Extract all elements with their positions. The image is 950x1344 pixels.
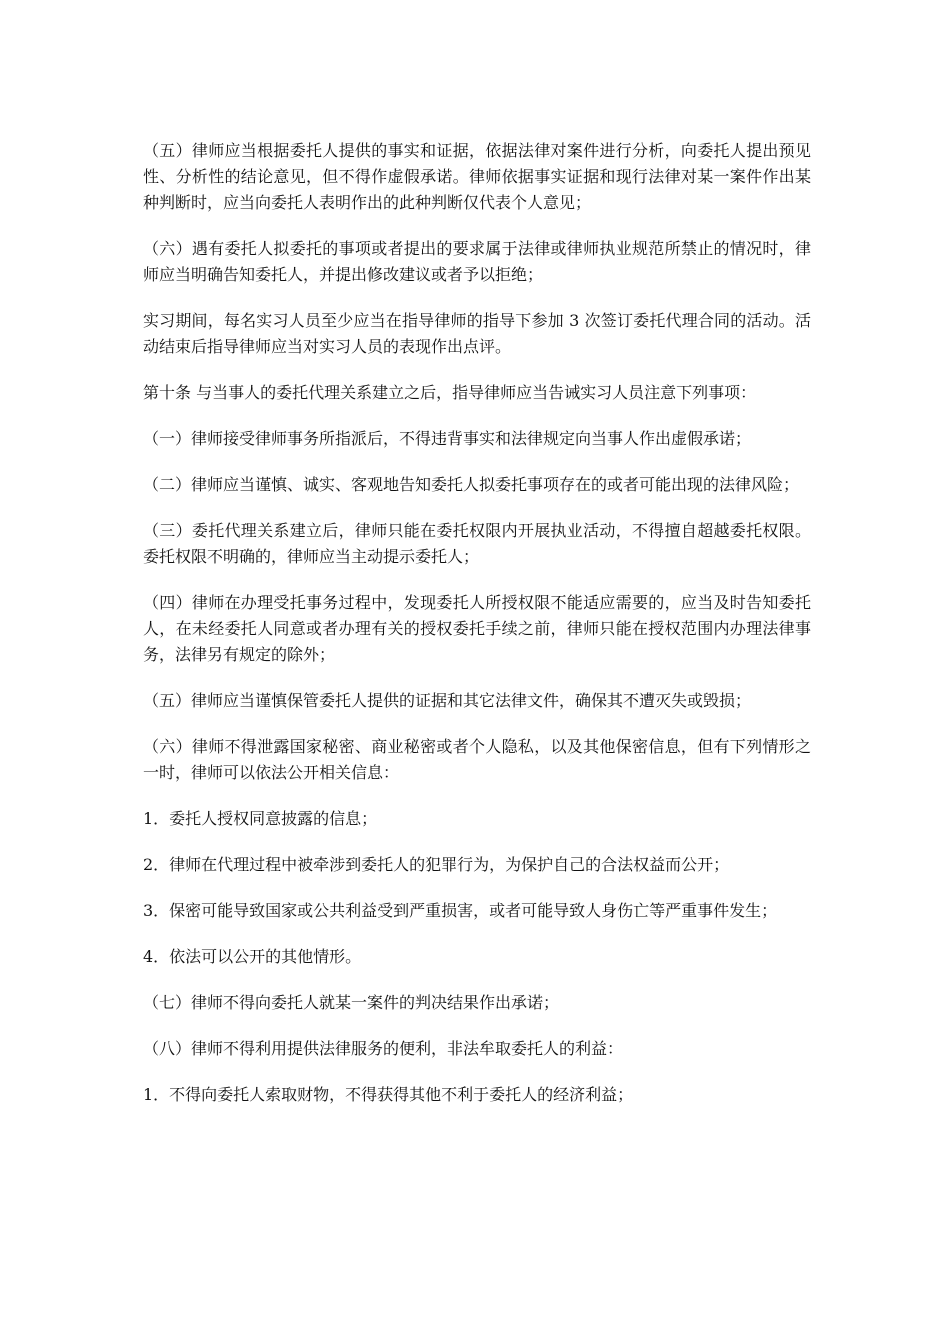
item-6-subitem-4: 4．依法可以公开的其他情形。 xyxy=(143,947,362,966)
article-10-item-8: （八）律师不得利用提供法律服务的便利，非法牟取委托人的利益： xyxy=(143,1039,624,1058)
article-10-item-7: （七）律师不得向委托人就某一案件的判决结果作出承诺； xyxy=(143,993,560,1012)
article-10-item-1: （一）律师接受律师事务所指派后，不得违背事实和法律规定向当事人作出虚假承诺； xyxy=(143,429,752,448)
article-10-item-4: （四）律师在办理受托事务过程中，发现委托人所授权限不能适应需要的，应当及时告知委托人，在未经委托人同意或者办理有关的授权委托手续之前，律师只能在授权范围内办理法律事务，法律另有规定的除外； xyxy=(143,593,811,664)
paragraph-internship-requirement: 实习期间，每名实习人员至少应当在指导律师的指导下参加 3 次签订委托代理合同的活动。活动结束后指导律师应当对实习人员的表现作出点评。 xyxy=(143,311,811,356)
paragraph-6-prohibited-matters: （六）遇有委托人拟委托的事项或者提出的要求属于法律或律师执业规范所禁止的情况时，律师应当明确告知委托人，并提出修改建议或者予以拒绝； xyxy=(143,239,811,284)
item-8-subitem-1: 1．不得向委托人索取财物，不得获得其他不利于委托人的经济利益； xyxy=(143,1085,634,1104)
paragraph-5-legal-opinion: （五）律师应当根据委托人提供的事实和证据，依据法律对案件进行分析，向委托人提出预见性、分析性的结论意见，但不得作虚假承诺。律师依据事实证据和现行法律对某一案件作出某种判断时，应当向委托人表明作出的此种判断仅代表个人意见； xyxy=(143,141,811,212)
document-page xyxy=(143,138,811,1128)
article-10-item-2: （二）律师应当谨慎、诚实、客观地告知委托人拟委托事项存在的或者可能出现的法律风险； xyxy=(143,475,800,494)
article-10-item-6: （六）律师不得泄露国家秘密、商业秘密或者个人隐私，以及其他保密信息，但有下列情形之一时，律师可以依法公开相关信息： xyxy=(143,737,811,782)
item-6-subitem-3: 3．保密可能导致国家或公共利益受到严重损害，或者可能导致人身伤亡等严重事件发生； xyxy=(143,901,778,920)
item-6-subitem-2: 2．律师在代理过程中被牵涉到委托人的犯罪行为，为保护自己的合法权益而公开； xyxy=(143,855,730,874)
article-10-item-3: （三）委托代理关系建立后，律师只能在委托权限内开展执业活动，不得擅自超越委托权限。委托权限不明确的，律师应当主动提示委托人； xyxy=(143,521,811,566)
article-10-heading: 第十条 与当事人的委托代理关系建立之后，指导律师应当告诫实习人员注意下列事项： xyxy=(143,383,757,402)
article-10-item-5: （五）律师应当谨慎保管委托人提供的证据和其它法律文件，确保其不遭灭失或毁损； xyxy=(143,691,752,710)
item-6-subitem-1: 1．委托人授权同意披露的信息； xyxy=(143,809,378,828)
